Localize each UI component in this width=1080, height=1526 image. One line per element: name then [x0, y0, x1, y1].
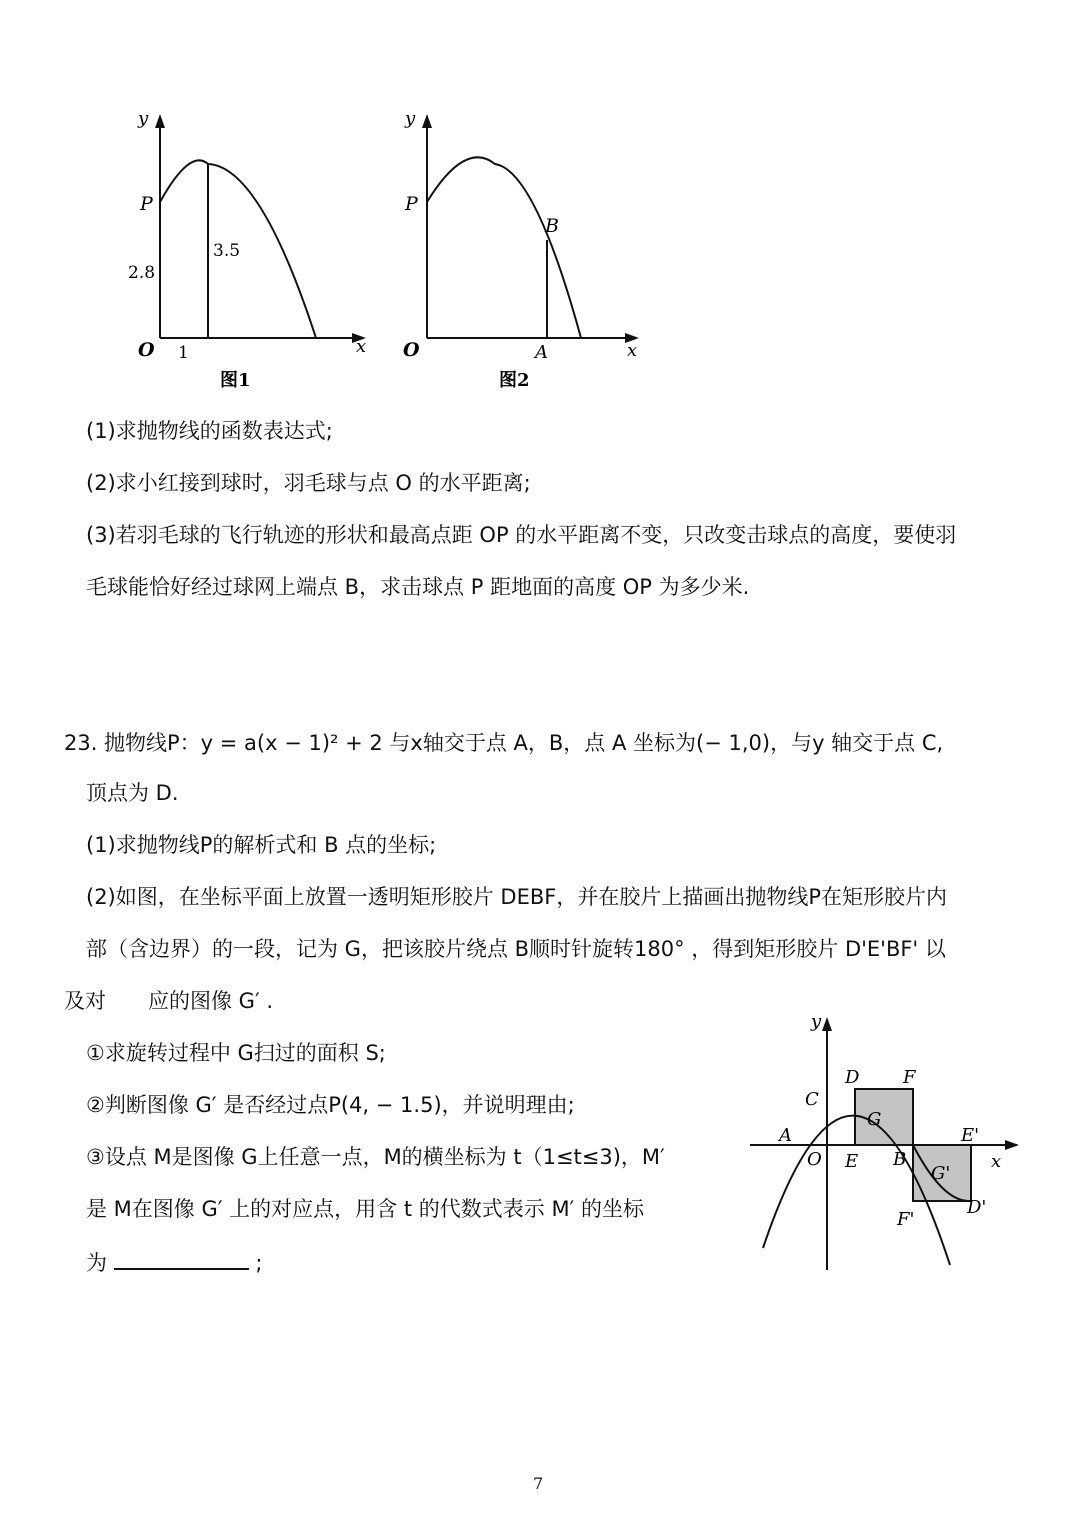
fig3-label-g: G — [867, 1109, 882, 1130]
fig2-b-label: B — [545, 215, 559, 237]
fig2-p-label: P — [405, 193, 418, 215]
fig2-a-label: A — [535, 342, 548, 363]
fig1-value-3-5: 3.5 — [213, 241, 241, 261]
q23-part2-line2: 部（含边界）的一段，记为 G，把该胶片绕点 B顺时针旋转180° ，得到矩形胶片 D'E'BF' 以 — [86, 937, 946, 961]
q23-part2-line3: 及对 应的图像 G′ . — [64, 989, 274, 1013]
fig1-caption: 图1 — [220, 370, 251, 391]
fig3-label-f: F — [903, 1067, 916, 1088]
q22-part1: (1)求抛物线的函数表达式; — [86, 419, 333, 443]
fig3-label-d-prime: D' — [967, 1197, 987, 1218]
q23-sub3-line3 — [86, 1246, 262, 1278]
fig3-label-e-prime: E' — [961, 1125, 980, 1146]
fig1-origin-label: O — [138, 339, 155, 361]
q23-sub3-line2: 是 M在图像 G′ 上的对应点，用含 t 的代数式表示 M′ 的坐标 — [86, 1197, 645, 1221]
fig1-value-1: 1 — [178, 343, 189, 363]
q22-part2: (2)求小红接到球时，羽毛球与点 O 的水平距离; — [86, 471, 531, 495]
q23-sub2: ②判断图像 G′ 是否经过点P(4, − 1.5)，并说明理由; — [86, 1093, 575, 1117]
fig3-y-arrow-icon — [822, 1017, 832, 1031]
fig3-origin-label: O — [807, 1149, 822, 1170]
q23-part2-line1: (2)如图，在坐标平面上放置一透明矩形胶片 DEBF，并在胶片上描画出抛物线P在矩形胶片内 — [86, 885, 948, 909]
q23-sub3-line1: ③设点 M是图像 G上任意一点，M的横坐标为 t（1≤t≤3)，M′ — [86, 1145, 665, 1169]
fig2-x-label: x — [627, 340, 638, 361]
q23-sub1: ①求旋转过程中 G扫过的面积 S; — [86, 1041, 386, 1065]
fig3-x-arrow-icon — [1005, 1140, 1019, 1150]
figure-2 — [395, 100, 655, 400]
fig1-x-label: x — [356, 336, 367, 357]
q23-line2: 顶点为 D. — [86, 781, 179, 805]
fig2-y-label: y — [405, 108, 416, 129]
fig2-parabola — [427, 157, 581, 338]
fig1-p-label: P — [140, 193, 153, 215]
q23-sub3-prefix: 为 — [86, 1251, 107, 1275]
fig2-caption: 图2 — [499, 370, 530, 391]
fig1-y-arrow-icon — [155, 114, 165, 128]
fig3-label-c: C — [805, 1089, 819, 1110]
q22-part3-line2: 毛球能恰好经过球网上端点 B，求击球点 P 距地面的高度 OP 为多少米. — [86, 575, 750, 599]
figure-3 — [745, 1005, 1025, 1280]
fig3-label-g-prime: G' — [931, 1163, 951, 1184]
answer-blank[interactable] — [114, 1246, 249, 1270]
fig3-label-f-prime: F' — [897, 1209, 915, 1230]
q23-sub3-suffix: ; — [255, 1251, 263, 1275]
fig1-y-label: y — [138, 108, 149, 129]
q23-line1: 抛物线P：y = a(x − 1)² + 2 与x轴交于点 A，B，点 A 坐标为(− 1,0)，与y 轴交于点 C, — [104, 731, 944, 755]
page-number: 7 — [533, 1474, 544, 1493]
q23-part1: (1)求抛物线P的解析式和 B 点的坐标; — [86, 833, 437, 857]
fig2-y-arrow-icon — [422, 114, 432, 128]
fig3-label-e: E — [845, 1151, 859, 1172]
q22-part3-line1: (3)若羽毛球的飞行轨迹的形状和最高点距 OP 的水平距离不变，只改变击球点的高度，要使羽 — [86, 523, 957, 547]
fig3-label-d: D — [845, 1067, 860, 1088]
fig2-origin-label: O — [403, 339, 420, 361]
fig3-label-b: B — [893, 1149, 907, 1170]
fig3-label-a: A — [779, 1125, 792, 1146]
fig3-x-label: x — [991, 1151, 1002, 1172]
figure-1 — [120, 100, 380, 400]
fig1-value-2-8: 2.8 — [128, 263, 156, 283]
q23-number: 23. — [64, 731, 98, 755]
fig3-y-label: y — [811, 1011, 822, 1032]
